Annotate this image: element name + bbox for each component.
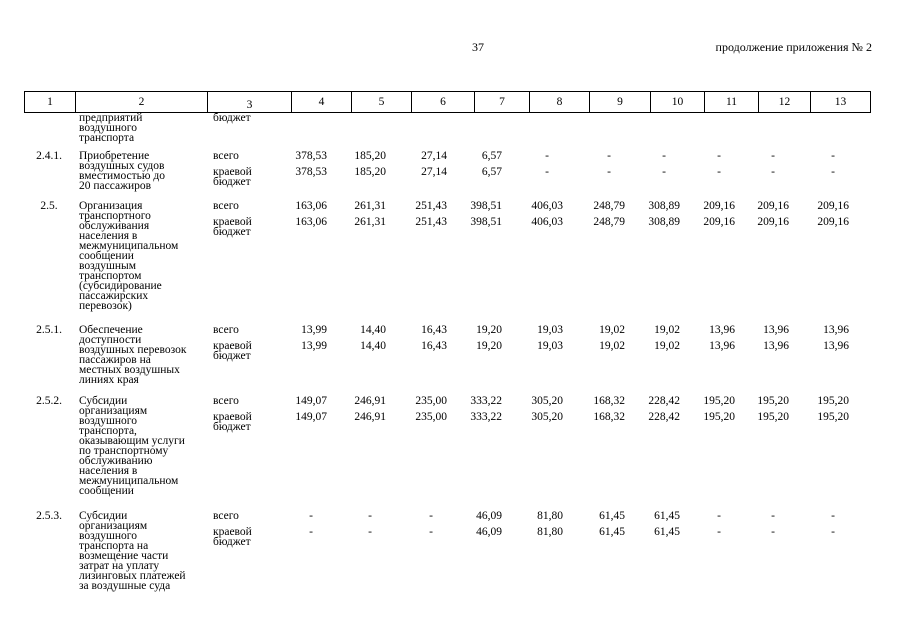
row-values bbox=[24, 151, 870, 183]
row-name-line: затрат на уплату bbox=[79, 560, 160, 572]
value-cell: 19,03 bbox=[537, 340, 563, 352]
col-header-6: 6 bbox=[412, 92, 475, 113]
row-name-line: 20 пассажиров bbox=[79, 180, 152, 192]
row-name-line: воздушных судов bbox=[79, 160, 165, 172]
value-cell: 195,20 bbox=[757, 411, 789, 423]
value-cell: 246,91 bbox=[354, 411, 386, 423]
row-name-line: населения в bbox=[79, 230, 138, 242]
row-name-line: возмещение части bbox=[79, 550, 169, 562]
funding-source-line: краевой bbox=[213, 340, 252, 352]
row-name-line: линиях края bbox=[79, 374, 139, 386]
funding-source-line: краевой bbox=[213, 411, 252, 423]
funding-source bbox=[213, 113, 293, 123]
value-cell: - bbox=[607, 166, 611, 178]
value-cell: 13,96 bbox=[763, 340, 789, 352]
value-cell: 195,20 bbox=[817, 411, 849, 423]
value-cell: 185,20 bbox=[354, 166, 386, 178]
row-name-line: населения в bbox=[79, 465, 138, 477]
col-header-13: 13 bbox=[811, 92, 871, 113]
value-cell: 149,07 bbox=[295, 395, 327, 407]
row-name-line: воздушного bbox=[79, 415, 137, 427]
row-name-line: пассажирских bbox=[79, 290, 149, 302]
value-cell: - bbox=[831, 510, 835, 522]
value-cell: - bbox=[717, 510, 721, 522]
values-total bbox=[24, 396, 870, 406]
value-cell: 27,14 bbox=[421, 166, 447, 178]
funding-source-line: бюджет bbox=[213, 176, 251, 188]
value-cell: 61,45 bbox=[599, 526, 625, 538]
value-cell: - bbox=[545, 166, 549, 178]
col-header-1: 1 bbox=[25, 92, 76, 113]
col-header-8: 8 bbox=[530, 92, 590, 113]
value-cell: 6,57 bbox=[481, 150, 502, 162]
value-cell: - bbox=[429, 510, 433, 522]
row-values bbox=[24, 511, 870, 543]
value-cell: - bbox=[368, 510, 372, 522]
row-name-line: Приобретение bbox=[79, 150, 150, 162]
row-name-line: перевозок) bbox=[79, 300, 132, 312]
value-cell: 406,03 bbox=[531, 216, 563, 228]
col-header-5: 5 bbox=[352, 92, 412, 113]
value-cell: 13,96 bbox=[823, 324, 849, 336]
values-regional-budget bbox=[24, 217, 870, 227]
value-cell: - bbox=[545, 150, 549, 162]
value-cell: - bbox=[771, 510, 775, 522]
value-cell: 378,53 bbox=[295, 166, 327, 178]
value-cell: 81,80 bbox=[537, 526, 563, 538]
value-cell: 195,20 bbox=[817, 395, 849, 407]
value-cell: 209,16 bbox=[757, 200, 789, 212]
value-cell: 13,96 bbox=[763, 324, 789, 336]
value-cell: - bbox=[309, 510, 313, 522]
value-cell: 149,07 bbox=[295, 411, 327, 423]
value-cell: 14,40 bbox=[360, 340, 386, 352]
values-total bbox=[24, 511, 870, 521]
value-cell: 195,20 bbox=[703, 411, 735, 423]
value-cell: 163,06 bbox=[295, 216, 327, 228]
value-cell: 61,45 bbox=[599, 510, 625, 522]
value-cell: - bbox=[662, 150, 666, 162]
funding-source-line: краевой bbox=[213, 216, 252, 228]
value-cell: - bbox=[771, 150, 775, 162]
row-name-line: лизинговых платежей bbox=[79, 570, 186, 582]
value-cell: 19,20 bbox=[476, 340, 502, 352]
row-name-line: организациям bbox=[79, 520, 148, 532]
row-name-line: Обеспечение bbox=[79, 324, 143, 336]
row-name-line: вместимостью до bbox=[79, 170, 165, 182]
value-cell: 209,16 bbox=[817, 200, 849, 212]
row-values bbox=[24, 201, 870, 233]
funding-source-entry bbox=[213, 113, 293, 123]
values-regional-budget bbox=[24, 167, 870, 177]
value-cell: 6,57 bbox=[481, 166, 502, 178]
row-name-line: за воздушные суда bbox=[79, 580, 171, 592]
value-cell: 81,80 bbox=[537, 510, 563, 522]
value-cell: - bbox=[429, 526, 433, 538]
row-name-line: (субсидирование bbox=[79, 280, 162, 292]
value-cell: 398,51 bbox=[470, 216, 502, 228]
col-header-4: 4 bbox=[292, 92, 352, 113]
value-cell: 13,96 bbox=[823, 340, 849, 352]
value-cell: 16,43 bbox=[421, 340, 447, 352]
table-row bbox=[24, 511, 870, 601]
funding-source-line: всего bbox=[213, 150, 239, 162]
value-cell: 19,02 bbox=[599, 340, 625, 352]
row-values bbox=[24, 396, 870, 428]
col-header-12: 12 bbox=[759, 92, 811, 113]
row-name-line: воздушных перевозок bbox=[79, 344, 187, 356]
value-cell: 168,32 bbox=[593, 411, 625, 423]
row-code: 2.5.1. bbox=[36, 324, 62, 336]
col-header-2: 2 bbox=[76, 92, 208, 113]
table-row bbox=[24, 113, 870, 149]
value-cell: 19,03 bbox=[537, 324, 563, 336]
row-name-line: Субсидии bbox=[79, 395, 128, 407]
value-cell: 61,45 bbox=[654, 526, 680, 538]
row-name-line: организациям bbox=[79, 405, 148, 417]
value-cell: 209,16 bbox=[703, 200, 735, 212]
row-name-line: сообщении bbox=[79, 250, 134, 262]
row-name-line: местных воздушных bbox=[79, 364, 180, 376]
row-name-line: транспорта bbox=[79, 132, 135, 144]
value-cell: - bbox=[662, 166, 666, 178]
appendix-label: продолжение приложения № 2 bbox=[715, 40, 872, 54]
value-cell: 61,45 bbox=[654, 510, 680, 522]
row-name-line: обслуживания bbox=[79, 220, 150, 232]
funding-source-line: бюджет bbox=[213, 350, 251, 362]
row-values bbox=[24, 325, 870, 357]
col-header-10: 10 bbox=[651, 92, 705, 113]
value-cell: 163,06 bbox=[295, 200, 327, 212]
funding-source-line: краевой bbox=[213, 526, 252, 538]
value-cell: 248,79 bbox=[593, 216, 625, 228]
value-cell: 308,89 bbox=[648, 200, 680, 212]
value-cell: 228,42 bbox=[648, 395, 680, 407]
value-cell: 13,96 bbox=[709, 324, 735, 336]
value-cell: - bbox=[717, 150, 721, 162]
row-name-line: Организация bbox=[79, 200, 143, 212]
row-name-line: сообщении bbox=[79, 485, 134, 497]
value-cell: 305,20 bbox=[531, 411, 563, 423]
value-cell: - bbox=[831, 166, 835, 178]
row-name-line: воздушным bbox=[79, 260, 137, 272]
value-cell: 14,40 bbox=[360, 324, 386, 336]
value-cell: 261,31 bbox=[354, 216, 386, 228]
values-total bbox=[24, 151, 870, 161]
value-cell: 398,51 bbox=[470, 200, 502, 212]
value-cell: - bbox=[717, 166, 721, 178]
value-cell: - bbox=[831, 150, 835, 162]
row-name-line: по транспортному bbox=[79, 445, 169, 457]
funding-source-line: бюджет bbox=[213, 226, 251, 238]
value-cell: 46,09 bbox=[476, 526, 502, 538]
value-cell: - bbox=[771, 166, 775, 178]
value-cell: 19,20 bbox=[476, 324, 502, 336]
value-cell: 378,53 bbox=[295, 150, 327, 162]
value-cell: 251,43 bbox=[415, 216, 447, 228]
row-code: 2.5.3. bbox=[36, 510, 62, 522]
row-name-line: Субсидии bbox=[79, 510, 128, 522]
row-code: 2.5. bbox=[40, 200, 58, 212]
value-cell: - bbox=[717, 526, 721, 538]
value-cell: 248,79 bbox=[593, 200, 625, 212]
value-cell: - bbox=[771, 526, 775, 538]
values-total bbox=[24, 325, 870, 335]
row-name-line: межмуниципальном bbox=[79, 240, 179, 252]
table-row bbox=[24, 151, 870, 197]
row-code: 2.5.2. bbox=[36, 395, 62, 407]
row-name-line: транспортного bbox=[79, 210, 151, 222]
value-cell: 13,96 bbox=[709, 340, 735, 352]
value-cell: 13,99 bbox=[301, 324, 327, 336]
table-row bbox=[24, 201, 870, 323]
row-name-line: воздушного bbox=[79, 530, 137, 542]
row-name-line: пассажиров на bbox=[79, 354, 151, 366]
row-name-line: доступности bbox=[79, 334, 142, 346]
funding-source-line: бюджет bbox=[213, 112, 251, 124]
value-cell: 406,03 bbox=[531, 200, 563, 212]
value-cell: 195,20 bbox=[703, 395, 735, 407]
values-regional-budget bbox=[24, 412, 870, 422]
funding-source-line: всего bbox=[213, 395, 239, 407]
page-number: 37 bbox=[472, 40, 484, 54]
row-name-line: транспорта, bbox=[79, 425, 137, 437]
row-name-line: оказывающим услуги bbox=[79, 435, 185, 447]
value-cell: 333,22 bbox=[470, 395, 502, 407]
value-cell: 209,16 bbox=[703, 216, 735, 228]
value-cell: 168,32 bbox=[593, 395, 625, 407]
value-cell: 308,89 bbox=[648, 216, 680, 228]
funding-source-line: бюджет bbox=[213, 536, 251, 548]
value-cell: - bbox=[607, 150, 611, 162]
col-header-3: 3 bbox=[208, 92, 292, 113]
value-cell: 27,14 bbox=[421, 150, 447, 162]
table-row bbox=[24, 325, 870, 393]
value-cell: - bbox=[831, 526, 835, 538]
value-cell: 185,20 bbox=[354, 150, 386, 162]
value-cell: 261,31 bbox=[354, 200, 386, 212]
value-cell: 19,02 bbox=[654, 324, 680, 336]
funding-source-line: краевой bbox=[213, 166, 252, 178]
row-name-line: обслуживанию bbox=[79, 455, 153, 467]
funding-source-line: всего bbox=[213, 324, 239, 336]
col-header-11: 11 bbox=[705, 92, 759, 113]
value-cell: 235,00 bbox=[415, 411, 447, 423]
table-row bbox=[24, 396, 870, 508]
values-total bbox=[24, 201, 870, 211]
values-regional-budget bbox=[24, 341, 870, 351]
value-cell: 235,00 bbox=[415, 395, 447, 407]
value-cell: 16,43 bbox=[421, 324, 447, 336]
value-cell: 195,20 bbox=[757, 395, 789, 407]
row-name-line: предприятий bbox=[79, 112, 143, 124]
value-cell: 19,02 bbox=[599, 324, 625, 336]
row-name-line: транспорта на bbox=[79, 540, 149, 552]
value-cell: 305,20 bbox=[531, 395, 563, 407]
value-cell: 333,22 bbox=[470, 411, 502, 423]
funding-source-line: всего bbox=[213, 200, 239, 212]
values-regional-budget bbox=[24, 527, 870, 537]
value-cell: 46,09 bbox=[476, 510, 502, 522]
value-cell: 19,02 bbox=[654, 340, 680, 352]
col-header-7: 7 bbox=[475, 92, 530, 113]
value-cell: 228,42 bbox=[648, 411, 680, 423]
value-cell: 13,99 bbox=[301, 340, 327, 352]
value-cell: 246,91 bbox=[354, 395, 386, 407]
value-cell: 209,16 bbox=[817, 216, 849, 228]
value-cell: 209,16 bbox=[757, 216, 789, 228]
row-name-line: транспортом bbox=[79, 270, 142, 282]
funding-source-line: всего bbox=[213, 510, 239, 522]
column-number-header bbox=[24, 91, 871, 113]
value-cell: - bbox=[309, 526, 313, 538]
row-name-line: воздушного bbox=[79, 122, 137, 134]
funding-source-line: бюджет bbox=[213, 421, 251, 433]
row-name-line: межмуниципальном bbox=[79, 475, 179, 487]
value-cell: 251,43 bbox=[415, 200, 447, 212]
value-cell: - bbox=[368, 526, 372, 538]
col-header-9: 9 bbox=[590, 92, 651, 113]
row-code: 2.4.1. bbox=[36, 150, 62, 162]
row-name bbox=[79, 113, 214, 143]
